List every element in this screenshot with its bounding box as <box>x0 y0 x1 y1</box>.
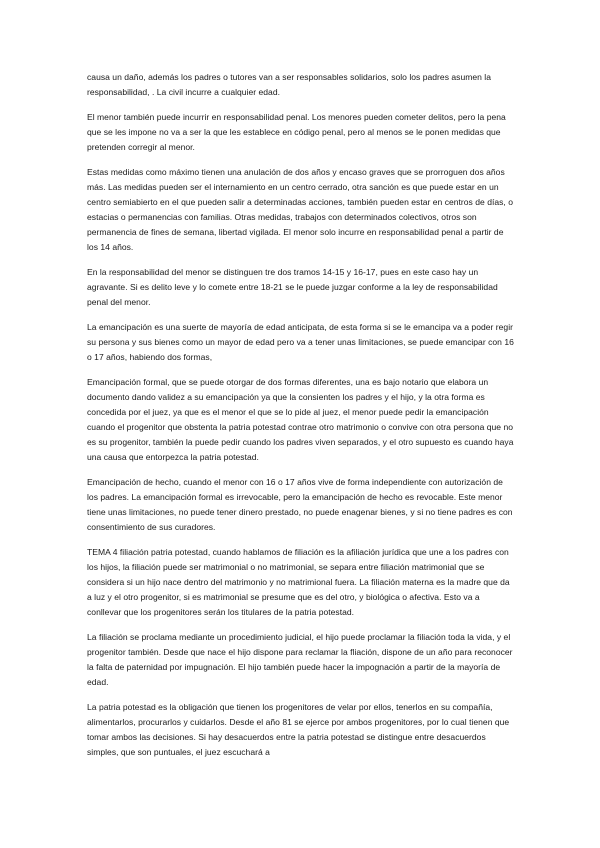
paragraph-tema-4-filiation: TEMA 4 filiación patria potestad, cuando hablamos de filiación es la afiliación jurídica que une a los padres con los hijos, la filiación puede ser matrimonial o no matrimonial, se separa entre filiación matrimonial que se considera si un hijo nace dentro del matrimonio y no matrimional fuera. La filiación materna es la madre que da a luz y el otro progenitor, si es matrimonial se presume que es del otro, y biológica o afectiva. Esto va a conllevar que los progenitores serán los titulares de la patria potestad. <box>87 547 510 617</box>
document-body <box>87 70 515 760</box>
paragraph-age-ranges: En la responsabilidad del menor se distinguen tre dos tramos 14-15 y 16-17, pues en este caso hay un agravante. Si es delito leve y lo comete entre 18-21 se le puede juzgar conforme a la ley de responsabilidad penal del menor. <box>87 267 498 307</box>
paragraph-de-facto-emancipation: Emancipación de hecho, cuando el menor con 16 o 17 años vive de forma independiente con autorización de los padres. La emancipación formal es irrevocable, pero la emancipación de hecho es revocable. Este menor tiene unas limitaciones, no puede tener dinero prestado, no puede enagenar bienes, y si no tiene padres es con consentimiento de sus curadores. <box>87 477 513 532</box>
paragraph-emancipation: La emancipación es una suerte de mayoría de edad anticipata, de esta forma si se le emancipa va a poder regir su persona y sus bienes como un mayor de edad pero va a tener unas limitaciones, se puede emancipar con 16 o 17 años, habiendo dos formas, <box>87 322 514 362</box>
paragraph-filiation-procedure: La filiación se proclama mediante un procedimiento judicial, el hijo puede proclamar la filiación toda la vida, y el progenitor también. Desde que nace el hijo dispone para reclamar la fliación, dispone de un año para reconocer la falta de paternidad por impugnación. El hijo también puede hacer la impognación a partir de la mayoría de edad. <box>87 632 513 687</box>
paragraph-measures: Estas medidas como máximo tienen una anulación de dos años y encaso graves que se prorroguen dos años más. Las medidas pueden ser el internamiento en un centro cerrado, otra sanción es que puede estar en un centro semiabierto en el que pueden salir a determinadas acciones, también pueden estar en centros de días, o estacias o permanencias con familias. Otras medidas, trabajos con determinados colectivos, otros son permanencia de fines de semana, libertad vigilada. El menor solo incurre en responsabilidad penal a partir de los 14 años. <box>87 167 513 252</box>
paragraph-penal-liability: El menor también puede incurrir en responsabilidad penal. Los menores pueden cometer delitos, pero la pena que se les impone no va a ser la que les establece en código penal, pero al menos se le ponen medidas que pretenden corregir al menor. <box>87 112 506 152</box>
paragraph-formal-emancipation: Emancipación formal, que se puede otorgar de dos formas diferentes, una es bajo notario que elabora un documento dando validez a su emancipación ya que la consienten los padres y el hijo, y la otra forma es concedida por el juez, ya que es el menor el que se lo pide al juez, el menor puede pedir la emancipación cuando el progenitor que obstenta la patria potestad contrae otro matrimonio o convive con otra persona que no es su progenitor, también la puede pedir cuando los padres viven separados, y el otro supuesto es cuando haya una causa que entorpezca la patria potestad. <box>87 377 514 462</box>
paragraph-patria-potestad: La patria potestad es la obligación que tienen los progenitores de velar por ellos, tenerlos en su compañía, alimentarlos, procurarlos y cuidarlos. Desde el año 81 se ejerce por ambos progenitores, por lo cual tienen que tomar ambos las decisiones. Si hay desacuerdos entre la patria potestad se distingue entre desacuerdos simples, que son puntuales, el juez escuchará a <box>87 702 510 757</box>
paragraph-civil-liability: causa un daño, además los padres o tutores van a ser responsables solidarios, solo los padres asumen la responsabilidad, . La civil incurre a cualquier edad. <box>87 72 491 97</box>
